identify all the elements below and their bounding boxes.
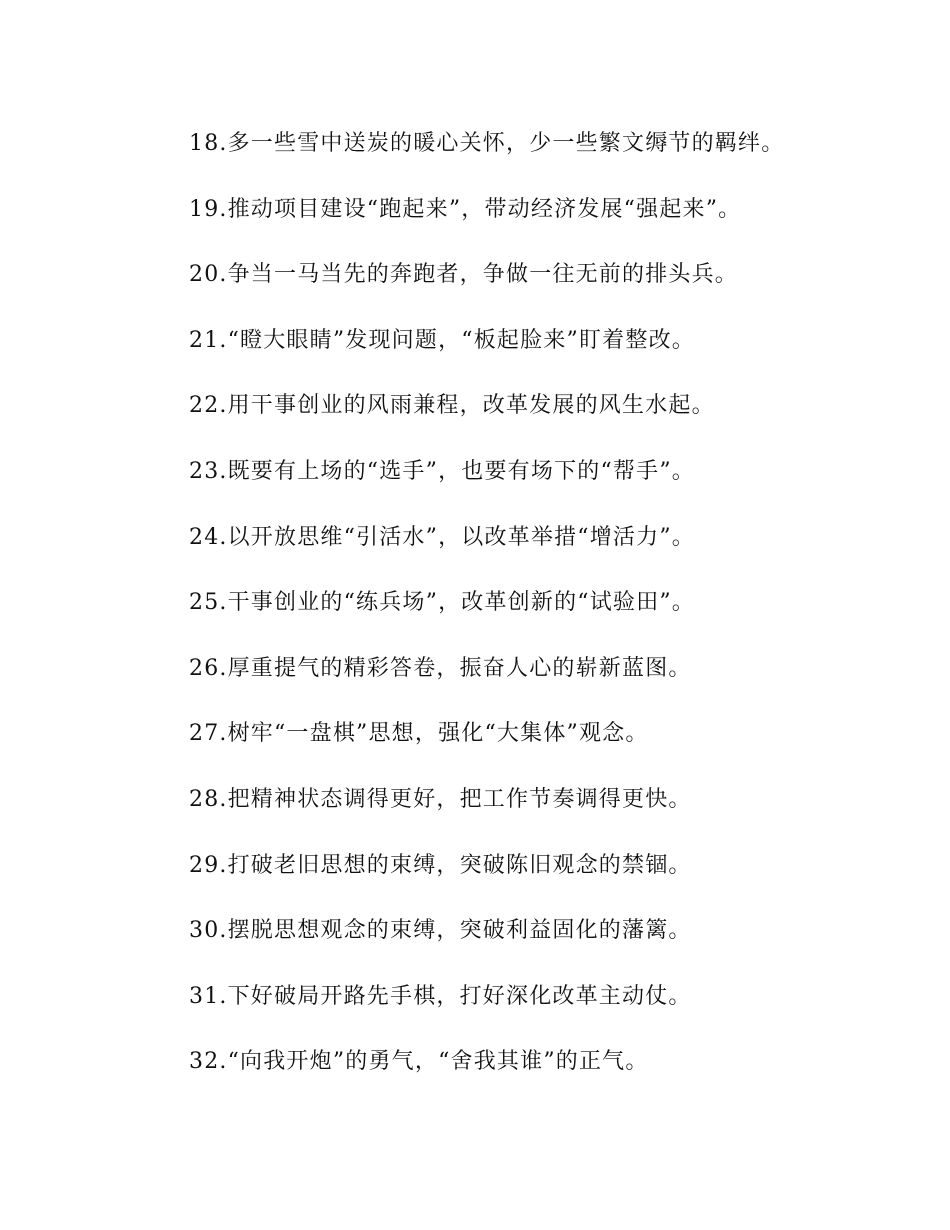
numbered-list: [189, 122, 889, 1106]
list-item: 30.摆脱思想观念的束缚，突破利益固化的藩篱。: [189, 918, 692, 944]
list-item: 24.以开放思维“引活水”，以改革举措“增活力”。: [189, 524, 695, 550]
list-item: 22.用干事创业的风雨兼程，改革发展的风生水起。: [189, 393, 715, 419]
list-item: 29.打破老旧思想的束缚，突破陈旧观念的禁锢。: [189, 852, 692, 878]
list-item: 19.推动项目建设“跑起来”，带动经济发展“强起来”。: [189, 196, 742, 222]
list-item: 31.下好破局开路先手棋，打好深化改革主动仗。: [189, 983, 692, 1009]
list-item: 28.把精神状态调得更好，把工作节奏调得更快。: [189, 786, 692, 812]
list-item: 18.多一些雪中送炭的暖心关怀，少一些繁文缛节的羁绊。: [189, 131, 785, 156]
list-item: 27.树牢“一盘棋”思想，强化“大集体”观念。: [189, 721, 649, 747]
list-item: 25.干事创业的“练兵场”，改革创新的“试验田”。: [189, 590, 695, 616]
list-item: 26.厚重提气的精彩答卷，振奋人心的崭新蓝图。: [189, 655, 692, 681]
list-item: 32.“向我开炮”的勇气，“舍我其谁”的正气。: [189, 1049, 649, 1075]
list-item: 21.“瞪大眼睛”发现问题，“板起脸来”盯着整改。: [189, 327, 695, 353]
list-item: 23.既要有上场的“选手”，也要有场下的“帮手”。: [189, 458, 695, 484]
list-item: 20.争当一马当先的奔跑者，争做一往无前的排头兵。: [189, 262, 738, 288]
